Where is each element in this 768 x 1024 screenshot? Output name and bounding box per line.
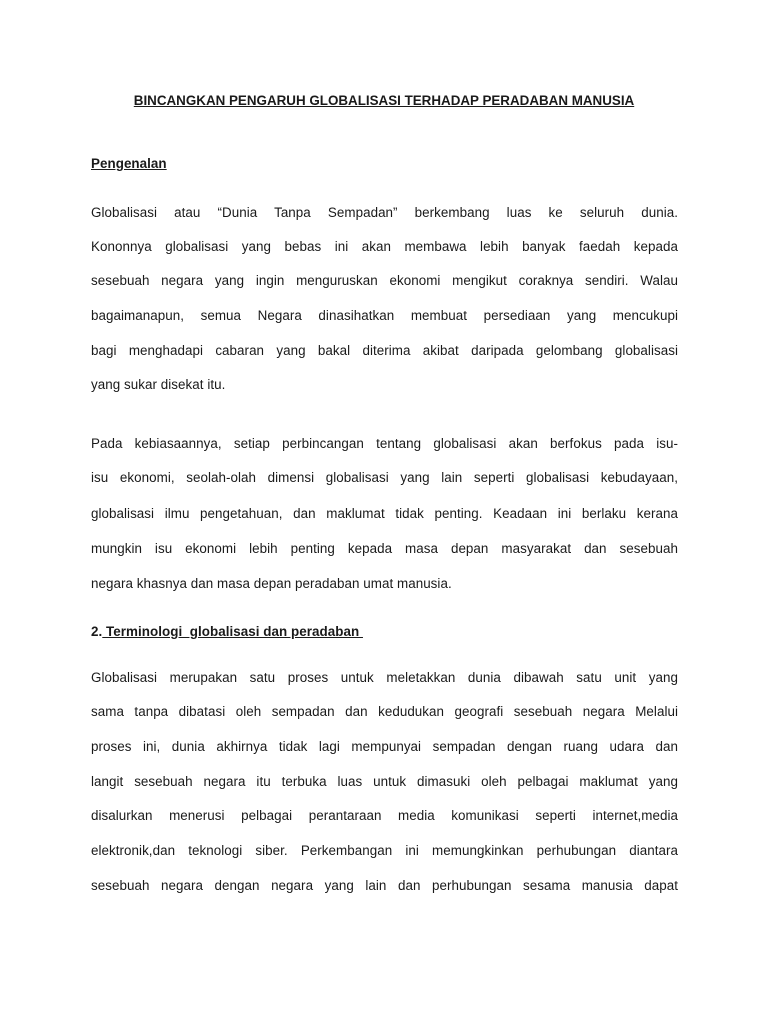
paragraph-line: elektronik,dan teknologi siber. Perkembangan ini memungkinkan perhubungan diantara <box>91 843 678 858</box>
paragraph-line: Kononnya globalisasi yang bebas ini akan membawa lebih banyak faedah kepada <box>91 239 678 254</box>
section-heading-terminologi <box>91 624 678 640</box>
paragraph-line: bagi menghadapi cabaran yang bakal diterima akibat daripada gelombang globalisasi <box>91 343 678 358</box>
paragraph-line: negara khasnya dan masa depan peradaban umat manusia. <box>91 576 452 591</box>
paragraph-line: isu ekonomi, seolah-olah dimensi globalisasi yang lain seperti globalisasi kebudayaan, <box>91 470 678 485</box>
paragraph-line: Globalisasi merupakan satu proses untuk meletakkan dunia dibawah satu unit yang <box>91 670 678 685</box>
paragraph-line: sesebuah negara dengan negara yang lain dan perhubungan sesama manusia dapat <box>91 878 678 893</box>
document-title: BINCANGKAN PENGARUH GLOBALISASI TERHADAP PERADABAN MANUSIA <box>133 93 635 108</box>
section-number: 2. <box>91 624 103 639</box>
paragraph-line: sesebuah negara yang ingin menguruskan ekonomi mengikut coraknya sendiri. Walau <box>91 273 678 288</box>
paragraph-line: bagaimanapun, semua Negara dinasihatkan membuat persediaan yang mencukupi <box>91 308 678 323</box>
paragraph-line: Globalisasi atau “Dunia Tanpa Sempadan” berkembang luas ke seluruh dunia. <box>91 205 678 220</box>
paragraph-line: sama tanpa dibatasi oleh sempadan dan kedudukan geografi sesebuah negara Melalui <box>91 704 678 719</box>
section-heading-text: Terminologi globalisasi dan peradaban <box>102 624 363 639</box>
section-heading-pengenalan: Pengenalan <box>91 156 167 171</box>
paragraph-line: mungkin isu ekonomi lebih penting kepada masa depan masyarakat dan sesebuah <box>91 541 678 556</box>
paragraph-line: Pada kebiasaannya, setiap perbincangan tentang globalisasi akan berfokus pada isu- <box>91 436 678 451</box>
paragraph-line: langit sesebuah negara itu terbuka luas untuk dimasuki oleh pelbagai maklumat yang <box>91 774 678 789</box>
paragraph-line: disalurkan menerusi pelbagai perantaraan media komunikasi seperti internet,media <box>91 808 678 823</box>
paragraph-line: proses ini, dunia akhirnya tidak lagi mempunyai sempadan dengan ruang udara dan <box>91 739 678 754</box>
paragraph-line: globalisasi ilmu pengetahuan, dan maklumat tidak penting. Keadaan ini berlaku kerana <box>91 506 678 521</box>
paragraph-line: yang sukar disekat itu. <box>91 377 226 392</box>
